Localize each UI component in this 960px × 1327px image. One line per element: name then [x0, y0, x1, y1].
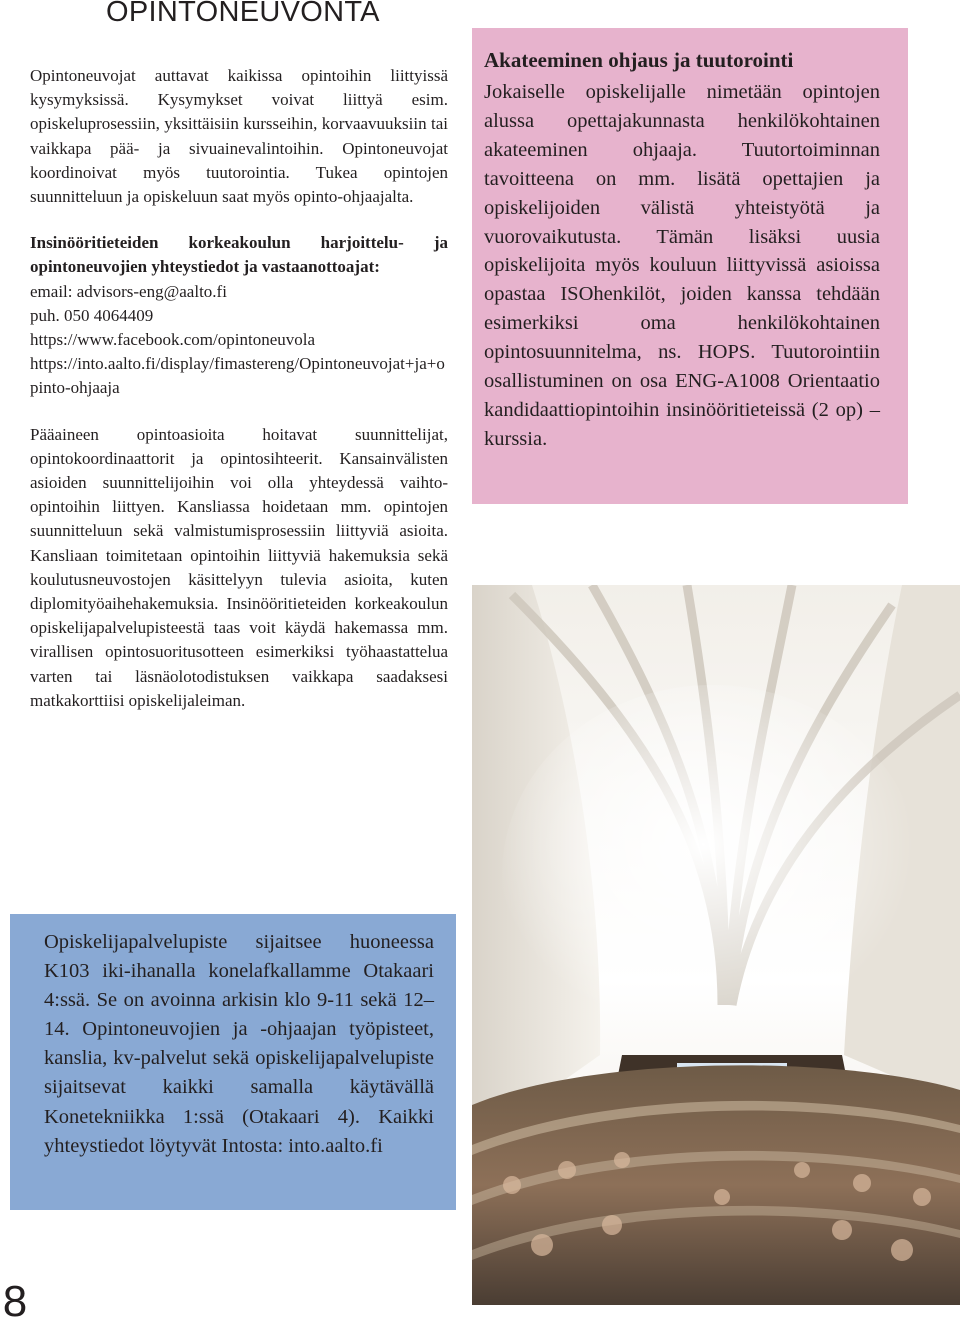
page-title: OPINTONEUVONTA: [106, 0, 380, 28]
lecture-hall-photo: [472, 585, 960, 1305]
contact-email: email: advisors-eng@aalto.fi: [30, 281, 227, 301]
contact-section: [30, 231, 448, 400]
contact-heading: Insinööritieteiden korkeakoulun harjoittelu- ja opintoneuvojien yhteystiedot ja vastaanottoajat:: [30, 233, 448, 277]
spacer: [30, 209, 448, 231]
major-affairs-paragraph: Pääaineen opintoasioita hoitavat suunnittelijat, opintokoordinaattorit ja opintosihteerit. Kansainvälisten asioiden suunnittelijoihin voi olla yhteydessä vaihto-opintoihin liittyen. Kansliassa hoidetaan mm. opintojen suunnitteluun sekä valmistumisprosessiin liittyviä asioita. Kansliaan toimitetaan opintoihin liittyviä hakemuksia sekä koulutusneuvostojen käsittelyyn tulevia asioita, kuten diplomityöaihehakemuksia. Insinööritieteiden korkeakoulun opiskelijapalvelupisteestä taas voit käydä hakemassa mm. virallisen opintosuoritusotteen esimerkiksi työhaastattelua varten tai läsnäolotodistuksen vaikkapa saadaksesi matkakorttiisi opiskelijaleiman.: [30, 424, 448, 710]
page-number: 8: [2, 1277, 28, 1326]
contact-phone: puh. 050 4064409: [30, 305, 154, 325]
student-services-text: Opiskelijapalvelupiste sijaitsee huoneessa K103 iki-ihanalla konelafkallamme Otakaari 4:ssä. Se on avoinna arkisin klo 9-11 sekä 12–14. Opintoneuvojien ja -ohjaajan työpisteet, kanslia, kv-palvelut sekä opiskelijapalvelupiste sijaitsevat kaikki samalla käytävällä Konetekniikka 1:ssä (Otakaari 4). Kaikki yhteystiedot löytyvät Intosta: into.aalto.fi: [44, 931, 434, 1157]
academic-guidance-heading: Akateeminen ohjaus ja tuutorointi: [484, 48, 794, 72]
left-column: [30, 64, 448, 713]
academic-guidance-text: Jokaiselle opiskelijalle nimetään opintojen alussa opettajakunnasta henkilökohtainen akateeminen ohjaaja. Tuutortoiminnan tavoitteena on mm. lisätä opettajien ja opiskelijoiden välistä yhteistyötä ja vuorovaikutusta. Tämän lisäksi uusia opiskelijoita myös kouluun liittyvissä asioissa opastaa ISOhenkilöt, joiden kanssa tehdään esimerkiksi oma henkilökohtainen opintosuunnitelma, ns. HOPS. Tuutorointiin osallistuminen on osa ENG-A1008 Orientaatio kandidaattiopintoihin insinööritieteissä (2 op) – kurssia.: [484, 81, 880, 450]
student-services-box: [10, 914, 456, 1210]
spacer: [30, 401, 448, 423]
into-link[interactable]: https://into.aalto.fi/display/fimastereng/Opintoneuvojat+ja+opinto-ohjaaja: [30, 354, 445, 398]
facebook-link[interactable]: https://www.facebook.com/opintoneuvola: [30, 330, 316, 350]
intro-paragraph: Opintoneuvojat auttavat kaikissa opintoihin liittyissä kysymyksissä. Kysymykset voivat liittyä esim. opiskeluprosessiin, yksittäisiin kursseihin, korvaavuuksiin tai vaikkapa pää- ja sivuainevalintoihin. Opintoneuvojat koordinoivat myös tuutorointia. Tukea opintojen suunnitteluun ja opiskeluun saat myös opinto-ohjaajalta.: [30, 66, 448, 207]
academic-guidance-box: [472, 28, 908, 504]
